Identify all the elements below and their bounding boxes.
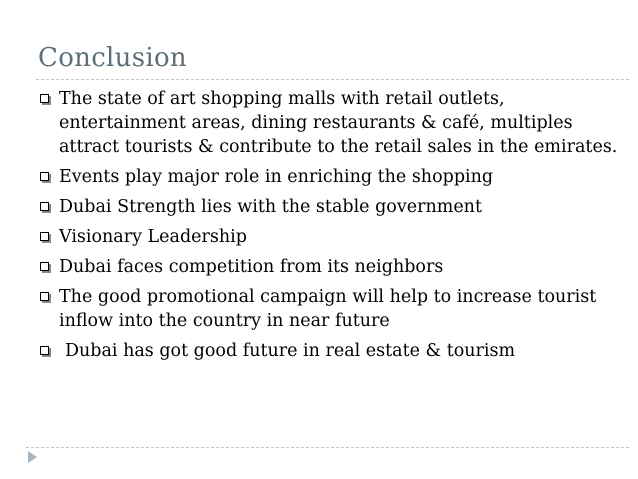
checkbox-square-icon xyxy=(40,262,49,271)
bullet-text: The state of art shopping malls with retail outlets, entertainment areas, dining restaurants & café, multiples attract tourists & contribute to the retail sales in the emirates. xyxy=(59,89,618,157)
list-item xyxy=(39,165,634,189)
checkbox-square-icon xyxy=(40,232,49,241)
triangle-right-icon xyxy=(28,451,37,463)
checkbox-square-icon xyxy=(40,94,49,103)
list-item xyxy=(39,87,634,159)
title-divider xyxy=(36,79,629,80)
bullet-list xyxy=(39,87,634,369)
bullet-text: Dubai has got good future in real estate & tourism xyxy=(65,341,516,361)
bullet-text: Visionary Leadership xyxy=(59,227,247,247)
bullet-text: The good promotional campaign will help to increase tourist inflow into the country in near future xyxy=(59,287,597,331)
list-item xyxy=(39,195,634,219)
checkbox-square-icon xyxy=(40,172,49,181)
list-item xyxy=(39,339,634,363)
list-item xyxy=(39,285,634,333)
list-item xyxy=(39,255,634,279)
list-item xyxy=(39,225,634,249)
bullet-text: Dubai Strength lies with the stable government xyxy=(59,197,482,217)
checkbox-square-icon xyxy=(40,202,49,211)
checkbox-square-icon xyxy=(40,346,49,355)
footer-divider xyxy=(26,447,629,448)
bullet-text: Dubai faces competition from its neighbors xyxy=(59,257,444,277)
slide-title: Conclusion xyxy=(38,43,187,73)
bullet-text: Events play major role in enriching the shopping xyxy=(59,167,494,187)
checkbox-square-icon xyxy=(40,292,49,301)
